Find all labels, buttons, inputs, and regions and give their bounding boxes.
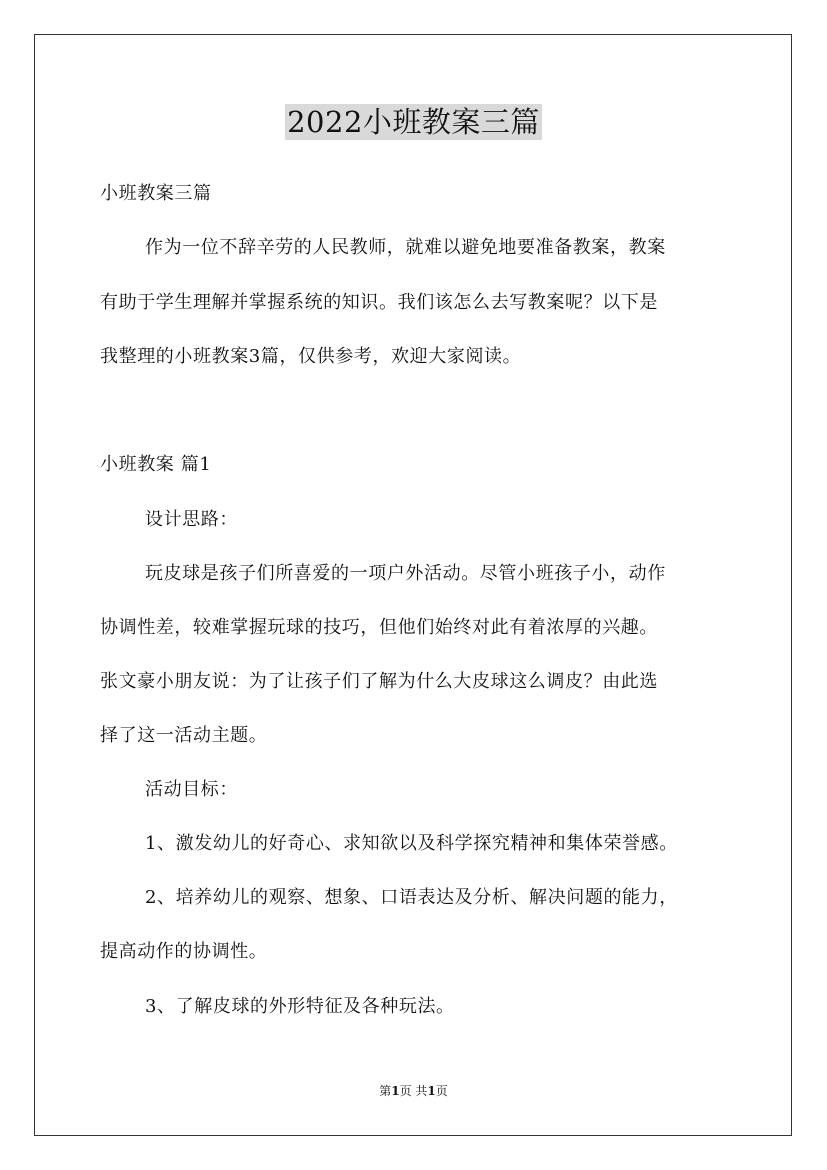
goal-line-2: 2、培养幼儿的观察、想象、口语表达及分析、解决问题的能力，: [145, 887, 678, 908]
goal-line-3: 提高动作的协调性。: [100, 941, 268, 962]
footer-prefix: 第: [379, 1084, 392, 1098]
document-title: 2022小班教案三篇: [287, 105, 540, 139]
goal-line-4: 3、了解皮球的外形特征及各种玩法。: [145, 996, 455, 1017]
goals-label: 活动目标：: [145, 779, 238, 800]
design-line-3: 张文豪小朋友说：为了让孩子们了解为什么大皮球这么调皮？由此选: [100, 671, 658, 692]
intro-line-1: 作为一位不辞辛劳的人民教师，就难以避免地要准备教案，教案: [145, 237, 666, 258]
goal-line-1: 1、激发幼儿的好奇心、求知欲以及科学探究精神和集体荣誉感。: [145, 833, 678, 854]
page-footer: [0, 1083, 827, 1099]
footer-page-total: 1: [427, 1084, 436, 1098]
intro-line-2: 有助于学生理解并掌握系统的知识。我们该怎么去写教案呢？以下是: [100, 292, 658, 313]
footer-page-number: 1: [391, 1084, 400, 1098]
intro-line-3: 我整理的小班教案3篇，仅供参考，欢迎大家阅读。: [100, 346, 522, 367]
design-line-2: 协调性差，较难掌握玩球的技巧，但他们始终对此有着浓厚的兴趣。: [100, 617, 658, 638]
subtitle: 小班教案三篇: [100, 183, 212, 204]
section-heading: 小班教案 篇1: [100, 454, 212, 475]
title-container: [0, 104, 827, 140]
footer-suffix: 页: [435, 1084, 448, 1098]
design-line-4: 择了这一活动主题。: [100, 725, 268, 746]
design-line-1: 玩皮球是孩子们所喜爱的一项户外活动。尽管小班孩子小，动作: [145, 563, 666, 584]
design-label: 设计思路：: [145, 509, 238, 530]
footer-mid: 页 共: [399, 1084, 428, 1098]
